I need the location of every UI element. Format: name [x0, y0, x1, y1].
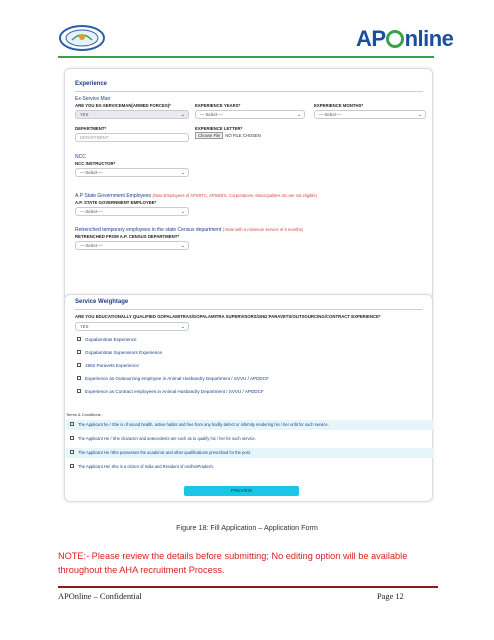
figure-caption: Figure 18: Fill Application – Application Form: [176, 523, 318, 532]
weightage-select[interactable]: YES ⌄: [75, 322, 189, 331]
term-item[interactable]: The Applicant He /She possesses the academic and other qualifications prescribed for the post.: [66, 448, 433, 458]
experience-letter-label: EXPERIENCE LETTER*: [195, 126, 243, 131]
experience-months-label: EXPERIENCE MONTHS*: [314, 103, 364, 108]
department-label: DEPARTMENT*: [75, 126, 107, 131]
chevron-down-icon: ⌄: [180, 209, 185, 215]
footer-divider: [58, 586, 438, 588]
ncc-label: NCC INSTRUCTOR*: [75, 161, 116, 166]
department-input[interactable]: DEPARTMENT: [75, 133, 189, 142]
experience-title: Experience: [75, 81, 108, 87]
experience-years-label: EXPERIENCE YEARS*: [195, 103, 241, 108]
experience-months-select[interactable]: ----Select---- ⌄: [314, 110, 426, 119]
weightage-title: Service Weightage: [75, 299, 129, 305]
weightage-question: ARE YOU EDUCATIONALLY QUALIFIED GOPALAMITRAS/GOPALAMITRA SUPERVISORS/1962 PARAVETS/OUTSOURCING/CONTRACT EXPERIENCE*: [75, 314, 381, 319]
term-item[interactable]: The Applicant he / She is of sound health, active habits and free from any bodily defect or infirmity rendering his / her unfit for such service.: [66, 420, 433, 430]
apgov-label: A.P. STATE GOVERNMENT EMPLOYEE*: [75, 200, 157, 205]
experience-letter-file[interactable]: [195, 132, 261, 139]
emblem-logo-icon: [58, 24, 106, 52]
note-text: NOTE:- Please review the details before submitting; No editing option will be available throughout the AHA recruitment Process.: [58, 551, 408, 575]
checkbox[interactable]: [70, 422, 74, 426]
preview-button[interactable]: PREVIEW: [184, 486, 299, 496]
apgov-select[interactable]: ----Select---- ⌄: [75, 207, 189, 216]
checkbox[interactable]: [77, 376, 81, 380]
checkbox[interactable]: [70, 436, 74, 440]
checkbox[interactable]: [77, 389, 81, 393]
terms-title: Terms & Conditions :: [66, 412, 103, 417]
term-item[interactable]: The Applicant He / She character and antecedents are such as to qualify his / her for such service.: [66, 434, 433, 444]
header-divider: [58, 56, 434, 58]
ex-service-label: ARE YOU EX-SERVICEMAN(ARMED FORCES)*: [75, 103, 171, 108]
census-select[interactable]: ----Select---- ⌄: [75, 241, 189, 250]
checkbox[interactable]: [77, 337, 81, 341]
aponline-logo: AP nline: [356, 26, 454, 51]
chevron-down-icon: ⌄: [180, 243, 185, 249]
ex-service-heading: Ex-Service Man: [75, 96, 111, 102]
experience-card: [64, 68, 433, 300]
section-divider: [75, 309, 423, 310]
ncc-select[interactable]: ----Select---- ⌄: [75, 168, 189, 177]
chevron-down-icon: ⌄: [180, 324, 185, 330]
checkbox[interactable]: [77, 363, 81, 367]
ncc-heading: NCC: [75, 154, 86, 160]
census-heading: Retrenched temporary employees in the state Census department ( Note:with a minimum service of 6 months): [75, 227, 304, 233]
chevron-down-icon: ⌄: [417, 112, 422, 118]
chevron-down-icon: ⌄: [180, 170, 185, 176]
footer-page-number: Page 12: [377, 592, 404, 601]
term-item[interactable]: The Applicant He/ She is a citizen of India and Resident of AndhraPradesh.: [66, 462, 433, 472]
weightage-option[interactable]: 1962 Paravets Experience: [77, 363, 139, 368]
weightage-option[interactable]: Gopalamitras Experience: [77, 337, 137, 342]
checkbox[interactable]: [77, 350, 81, 354]
ex-service-select[interactable]: YES ⌄: [75, 110, 189, 119]
checkbox[interactable]: [70, 450, 74, 454]
checkbox[interactable]: [70, 464, 74, 468]
choose-file-button[interactable]: Choose File: [195, 132, 223, 139]
weightage-option[interactable]: Experience as Outsourcing employee in Animal Husbandry Department / SVVU / APDDCF: [77, 376, 269, 381]
footer-confidential: APOnline – Confidential: [58, 592, 142, 601]
chevron-down-icon: ⌄: [296, 112, 301, 118]
census-label: RETRENCHED FROM A.P. CENSUS DEPARTMENT*: [75, 234, 180, 239]
weightage-option[interactable]: Experience as Contract employees in Animal Husbandry Department / SVVU / APDDCF: [77, 389, 264, 394]
section-divider: [75, 91, 423, 92]
experience-years-select[interactable]: ----Select---- ⌄: [195, 110, 305, 119]
chevron-down-icon: ⌄: [180, 112, 185, 118]
apgov-heading: A.P State Government Employees (Note:Employees of APSRTC, APSEB'S, Corporations, Municipalities etc.are not eligible): [75, 193, 318, 199]
weightage-option[interactable]: Gopalamitras Supervisors Experience: [77, 350, 162, 355]
file-status: NO FILE CHOSEN: [225, 133, 261, 138]
